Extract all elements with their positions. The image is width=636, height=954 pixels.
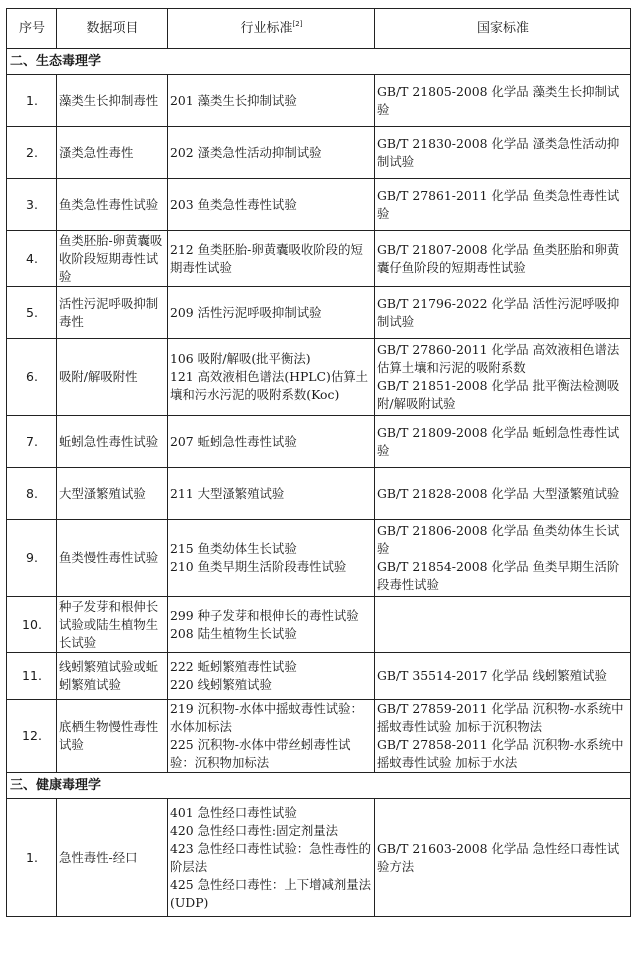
national-standard xyxy=(375,700,631,773)
industry-standard-line: 207 蚯蚓急性毒性试验 xyxy=(170,433,297,449)
data-item: 鱼类慢性毒性试验 xyxy=(57,520,168,597)
national-standard-line: GB/T 21851-2008 化学品 批平衡法检测吸附/解吸附试验 xyxy=(377,378,620,411)
table-row xyxy=(7,597,631,653)
row-number: 8. xyxy=(7,468,57,520)
header-industry-footnote: [2] xyxy=(292,19,303,28)
national-standard xyxy=(375,339,631,416)
national-standard xyxy=(375,75,631,127)
industry-standard-line: 401 急性经口毒性试验 xyxy=(170,804,297,820)
national-standard xyxy=(375,653,631,700)
data-item: 藻类生长抑制毒性 xyxy=(57,75,168,127)
table-header-row xyxy=(7,9,631,49)
table-body xyxy=(7,49,631,917)
section-row xyxy=(7,773,631,799)
national-standard-line: GB/T 21806-2008 化学品 鱼类幼体生长试验 xyxy=(377,523,620,556)
national-standard-line: GB/T 21854-2008 化学品 鱼类早期生活阶段毒性试验 xyxy=(377,559,620,592)
national-standard-line: GB/T 21830-2008 化学品 溞类急性活动抑制试验 xyxy=(377,135,620,169)
table-row xyxy=(7,231,631,287)
data-item: 线蚓繁殖试验或蚯蚓繁殖试验 xyxy=(57,653,168,700)
row-number: 9. xyxy=(7,520,57,597)
data-item: 急性毒性-经口 xyxy=(57,799,168,917)
national-standard xyxy=(375,287,631,339)
table-row xyxy=(7,75,631,127)
national-standard-line: GB/T 21603-2008 化学品 急性经口毒性试验方法 xyxy=(377,840,620,874)
industry-standard-line: 222 蚯蚓繁殖毒性试验 xyxy=(170,659,297,674)
national-standard xyxy=(375,231,631,287)
header-item: 数据项目 xyxy=(57,9,168,49)
industry-standard-line: 425 急性经口毒性：上下增减剂量法(UDP) xyxy=(170,876,372,910)
data-item: 鱼类胚胎-卵黄囊吸收阶段短期毒性试验 xyxy=(57,231,168,287)
data-item: 溞类急性毒性 xyxy=(57,127,168,179)
row-number: 10. xyxy=(7,597,57,653)
national-standard-line: GB/T 27861-2011 化学品 鱼类急性毒性试验 xyxy=(377,187,620,221)
table-row xyxy=(7,799,631,917)
national-standard-line: GB/T 21807-2008 化学品 鱼类胚胎和卵黄囊仔鱼阶段的短期毒性试验 xyxy=(377,241,620,275)
industry-standard-line: 208 陆生植物生长试验 xyxy=(170,625,297,641)
industry-standard-line: 211 大型溞繁殖试验 xyxy=(170,485,285,501)
data-item: 活性污泥呼吸抑制毒性 xyxy=(57,287,168,339)
national-standard xyxy=(375,597,631,653)
header-national: 国家标准 xyxy=(375,9,631,49)
industry-standard-line: 201 藻类生长抑制试验 xyxy=(170,92,297,108)
industry-standard-line: 202 溞类急性活动抑制试验 xyxy=(170,144,322,160)
industry-standard-line: 225 沉积物-水体中带丝蚓毒性试验：沉积物加标法 xyxy=(170,737,351,770)
national-standard xyxy=(375,520,631,597)
national-standard xyxy=(375,416,631,468)
table-row xyxy=(7,416,631,468)
industry-standard-line: 219 沉积物-水体中摇蚊毒性试验：水体加标法 xyxy=(170,701,363,734)
national-standard-line: GB/T 35514-2017 化学品 线蚓繁殖试验 xyxy=(377,668,607,683)
table-row xyxy=(7,700,631,773)
national-standard-line: GB/T 27859-2011 化学品 沉积物-水系统中摇蚊毒性试验 加标于沉积物法 xyxy=(377,701,624,734)
data-item: 大型溞繁殖试验 xyxy=(57,468,168,520)
industry-standard-line: 106 吸附/解吸(批平衡法) xyxy=(170,351,311,366)
data-item: 吸附/解吸附性 xyxy=(57,339,168,416)
row-number: 7. xyxy=(7,416,57,468)
national-standard-line: GB/T 21805-2008 化学品 藻类生长抑制试验 xyxy=(377,83,620,117)
table-row xyxy=(7,468,631,520)
data-item: 底栖生物慢性毒性试验 xyxy=(57,700,168,773)
industry-standard-line: 215 鱼类幼体生长试验 xyxy=(170,541,297,556)
industry-standard xyxy=(168,416,375,468)
national-standard xyxy=(375,799,631,917)
header-no: 序号 xyxy=(7,9,57,49)
industry-standard xyxy=(168,597,375,653)
industry-standard xyxy=(168,339,375,416)
section-title: 二、生态毒理学 xyxy=(7,49,631,75)
table-row xyxy=(7,179,631,231)
data-item: 蚯蚓急性毒性试验 xyxy=(57,416,168,468)
national-standard xyxy=(375,179,631,231)
header-industry xyxy=(168,9,375,49)
industry-standard xyxy=(168,231,375,287)
industry-standard-line: 209 活性污泥呼吸抑制试验 xyxy=(170,304,322,320)
industry-standard-line: 299 种子发芽和根伸长的毒性试验 xyxy=(170,607,359,623)
national-standard-line: GB/T 21809-2008 化学品 蚯蚓急性毒性试验 xyxy=(377,424,620,458)
row-number: 3. xyxy=(7,179,57,231)
national-standard-line: GB/T 21828-2008 化学品 大型溞繁殖试验 xyxy=(377,485,620,501)
row-number: 2. xyxy=(7,127,57,179)
section-title: 三、健康毒理学 xyxy=(7,773,631,799)
row-number: 1. xyxy=(7,75,57,127)
row-number: 11. xyxy=(7,653,57,700)
header-industry-label: 行业标准 xyxy=(240,20,293,36)
table-row xyxy=(7,287,631,339)
industry-standard-line: 220 线蚓繁殖试验 xyxy=(170,677,272,692)
industry-standard xyxy=(168,520,375,597)
industry-standard xyxy=(168,179,375,231)
row-number: 5. xyxy=(7,287,57,339)
table-row xyxy=(7,653,631,700)
row-number: 12. xyxy=(7,700,57,773)
industry-standard-line: 423 急性经口毒性试验：急性毒性的阶层法 xyxy=(170,840,372,874)
industry-standard xyxy=(168,287,375,339)
industry-standard-line: 420 急性经口毒性:固定剂量法 xyxy=(170,822,339,838)
standards-table xyxy=(6,8,631,917)
industry-standard xyxy=(168,799,375,917)
industry-standard-line: 210 鱼类早期生活阶段毒性试验 xyxy=(170,559,347,574)
industry-standard-line: 121 高效液相色谱法(HPLC)估算土壤和污水污泥的吸附系数(Koc) xyxy=(170,369,369,402)
row-number: 6. xyxy=(7,339,57,416)
industry-standard xyxy=(168,127,375,179)
table-row xyxy=(7,339,631,416)
national-standard-line: GB/T 27860-2011 化学品 高效液相色谱法估算土壤和污泥的吸附系数 xyxy=(377,342,620,375)
national-standard-line: GB/T 27858-2011 化学品 沉积物-水系统中摇蚊毒性试验 加标于水法 xyxy=(377,737,624,770)
industry-standard xyxy=(168,653,375,700)
data-item: 种子发芽和根伸长试验或陆生植物生长试验 xyxy=(57,597,168,653)
row-number: 4. xyxy=(7,231,57,287)
industry-standard xyxy=(168,700,375,773)
industry-standard xyxy=(168,468,375,520)
industry-standard-line: 203 鱼类急性毒性试验 xyxy=(170,196,297,212)
table-row xyxy=(7,520,631,597)
data-item: 鱼类急性毒性试验 xyxy=(57,179,168,231)
section-row xyxy=(7,49,631,75)
national-standard xyxy=(375,468,631,520)
industry-standard xyxy=(168,75,375,127)
industry-standard-line: 212 鱼类胚胎-卵黄囊吸收阶段的短期毒性试验 xyxy=(170,241,363,275)
row-number: 1. xyxy=(7,799,57,917)
national-standard-line: GB/T 21796-2022 化学品 活性污泥呼吸抑制试验 xyxy=(377,295,620,329)
table-row xyxy=(7,127,631,179)
national-standard xyxy=(375,127,631,179)
